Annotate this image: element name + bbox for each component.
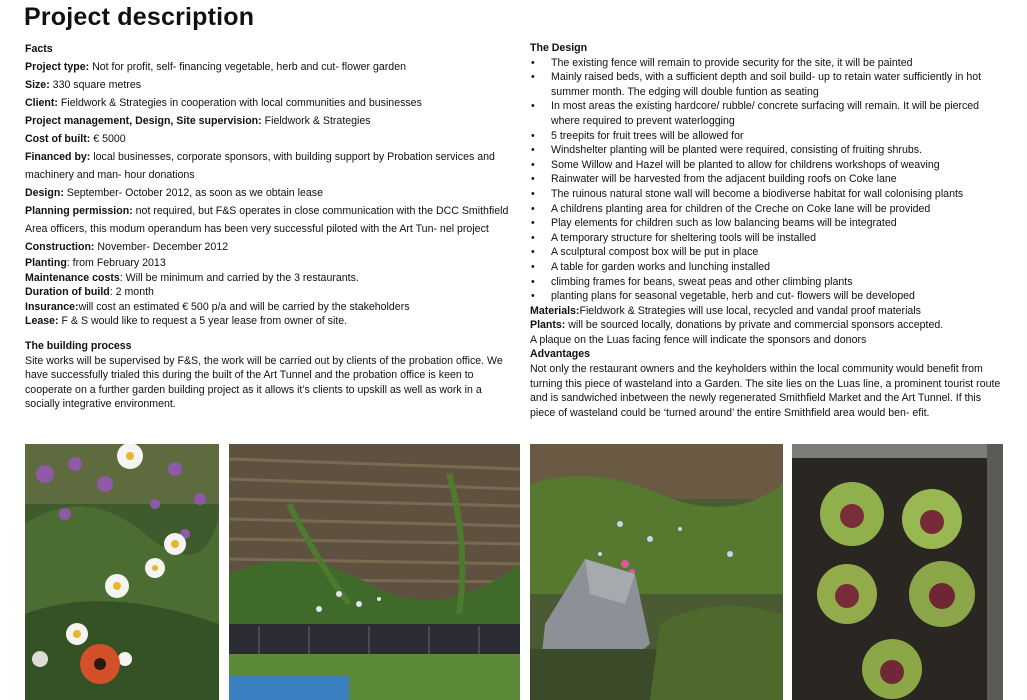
fact-row: Duration of build: 2 month xyxy=(25,286,154,299)
design-heading: The Design xyxy=(530,42,588,54)
list-item: • A temporary structure for sheltering tools will be installed xyxy=(530,231,1008,246)
fact-row: Planning permission: not required, but F&S operates in close communication with the DCC Smithfield Area officers, this modum operandum has been very successful piloted with the Art Tun- nel project xyxy=(25,205,509,235)
page-title: Project description xyxy=(24,3,255,31)
fact-row: Planting: from February 2013 xyxy=(25,257,166,269)
fact-row: Project type: Not for profit, self- financing vegetable, herb and cut- flower garden xyxy=(25,61,406,73)
list-item: • Windshelter planting will be planted were required, consisting of fruiting shrubs. xyxy=(530,143,1008,158)
fact-row: Maintenance costs: Will be minimum and carried by the 3 restaurants. xyxy=(25,271,359,284)
fact-row: Project management, Design, Site supervision: Fieldwork & Strategies xyxy=(25,115,371,127)
list-item: • A sculptural compost box will be put in place xyxy=(530,245,1008,260)
fact-row: Insurance:will cost an estimated € 500 p/a and will be carried by the stakeholders xyxy=(25,300,410,313)
stone-garden-photo xyxy=(530,444,783,700)
fact-row: Client: Fieldwork & Strategies in cooperation with local communities and businesses xyxy=(25,97,422,109)
materials-line: Materials:Fieldwork & Strategies will use local, recycled and vandal proof materials xyxy=(530,304,921,317)
fact-row: Construction: November- December 2012 xyxy=(25,241,229,253)
fact-row: Cost of built: € 5000 xyxy=(25,133,126,145)
facts-heading: Facts xyxy=(25,43,53,55)
list-item: • climbing frames for beans, sweat peas and other climbing plants xyxy=(530,275,1008,290)
left-column xyxy=(25,40,513,412)
plants-line: Plants: will be sourced locally, donations by private and commercial sponsors accepted. xyxy=(530,319,944,332)
list-item: • Some Willow and Hazel will be planted to allow for childrens workshops of weaving xyxy=(530,158,1008,173)
fact-row: Financed by: local businesses, corporate sponsors, with building support by Probation services and machinery and man- hour donations xyxy=(25,151,495,181)
list-item: • In most areas the existing hardcore/ rubble/ concrete surfacing will remain. It will be pierced where required to prevent waterlogging xyxy=(530,99,1008,128)
list-item: • The ruinous natural stone wall will become a biodiverse habitat for wall colonising plants xyxy=(530,187,1008,202)
right-column xyxy=(530,41,1008,420)
woven-fence-photo xyxy=(229,444,520,700)
wildflower-photo xyxy=(25,444,219,700)
list-item: • A table for garden works and lunching installed xyxy=(530,260,1008,275)
fact-row: Design: September- October 2012, as soon as we obtain lease xyxy=(25,187,323,199)
list-item: • Play elements for children such as low balancing beams will be integrated xyxy=(530,216,1008,231)
advantages-heading: Advantages xyxy=(530,348,591,361)
lettuce-box-photo xyxy=(792,444,1003,700)
list-item: • planting plans for seasonal vegetable, herb and cut- flowers will be developed xyxy=(530,289,1008,304)
building-heading: The building process xyxy=(25,339,132,352)
fact-row: Size: 330 square metres xyxy=(25,79,142,91)
design-list xyxy=(530,56,1008,304)
list-item: • 5 treepits for fruit trees will be allowed for xyxy=(530,129,1008,144)
list-item: • The existing fence will remain to provide security for the site, it will be painted xyxy=(530,56,1008,71)
advantages-text: Not only the restaurant owners and the keyholders within the local community would benefit from turning this piece of wasteland into a Garden. The site lies on the Luas line, a prominent tourist route and is sandwiched inbetween the newly regenerated Smithfield Market and the Art Tunnel. If this piece of wasteland could be ‘turned around’ the entire Smithfield area would ben- efit. xyxy=(530,363,1001,419)
building-text: Site works will be supervised by F&S, the work will be carried out by clients of the probation office. We have successfully trialed this during the built of the Art Tunnel and the probation office is keen to cooperate on a further garden building project as it allows it’s clients to upskill as well as work in a socially integrative environment. xyxy=(25,354,503,411)
list-item: • A childrens planting area for children of the Creche on Coke lane will be provided xyxy=(530,202,1008,217)
list-item: • Rainwater will be harvested from the adjacent building roofs on Coke lane xyxy=(530,172,1008,187)
fact-row: Lease: F & S would like to request a 5 year lease from owner of site. xyxy=(25,315,348,328)
plaque-line: A plaque on the Luas facing fence will indicate the sponsors and donors xyxy=(530,333,867,346)
list-item: • Mainly raised beds, with a sufficient depth and soil build- up to retain water sufficiently in hot summer month. The edging will double funtion as seating xyxy=(530,70,1008,99)
